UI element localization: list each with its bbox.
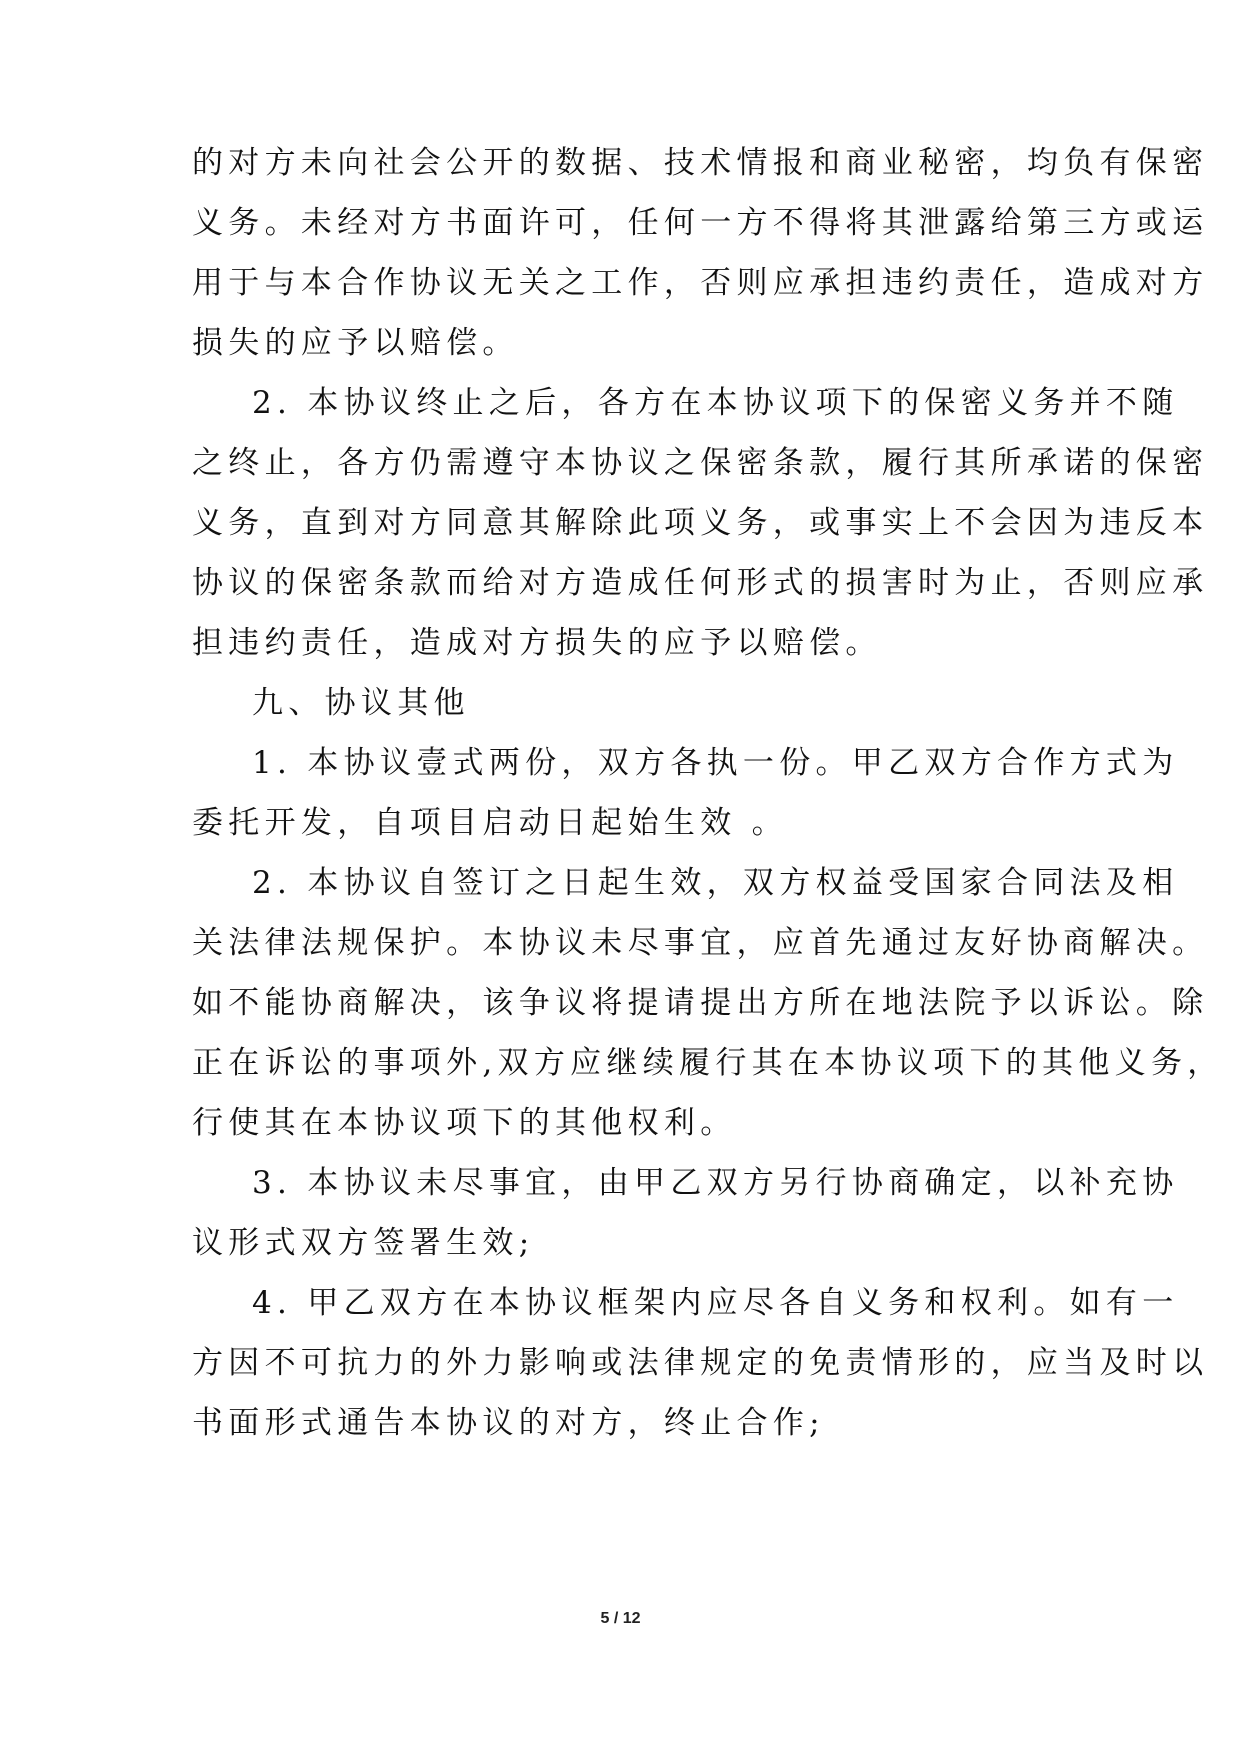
text-line: 关法律法规保护。本协议未尽事宜，应首先通过友好协商解决。 xyxy=(192,925,1209,961)
text-line: 方因不可抗力的外力影响或法律规定的免责情形的，应当及时以 xyxy=(192,1345,1209,1381)
text-line: 协议的保密条款而给对方造成任何形式的损害时为止，否则应承 xyxy=(192,565,1209,601)
text-line: 4. 甲乙双方在本协议框架内应尽各自义务和权利。如有一 xyxy=(252,1285,1179,1321)
text-line: 之终止，各方仍需遵守本协议之保密条款，履行其所承诺的保密 xyxy=(192,445,1209,481)
text-line: 2. 本协议终止之后，各方在本协议项下的保密义务并不随 xyxy=(252,385,1179,421)
text-line: 义务。未经对方书面许可，任何一方不得将其泄露给第三方或运 xyxy=(192,205,1209,241)
text-line: 如不能协商解决，该争议将提请提出方所在地法院予以诉讼。除 xyxy=(192,985,1209,1021)
text-line: 用于与本合作协议无关之工作，否则应承担违约责任，造成对方 xyxy=(192,265,1209,301)
section-heading: 九、协议其他 xyxy=(252,685,470,721)
text-line: 议形式双方签署生效; xyxy=(192,1225,535,1261)
text-line: 损失的应予以赔偿。 xyxy=(192,325,519,361)
text-line: 书面形式通告本协议的对方，终止合作; xyxy=(192,1405,825,1441)
text-line: 行使其在本协议项下的其他权利。 xyxy=(192,1105,737,1141)
text-line: 委托开发，自项目启动日起始生效 。 xyxy=(192,805,788,841)
page-number: 5 / 12 xyxy=(600,1610,641,1627)
text-line: 1. 本协议壹式两份，双方各执一份。甲乙双方合作方式为 xyxy=(252,745,1179,781)
text-line: 担违约责任，造成对方损失的应予以赔偿。 xyxy=(192,625,882,661)
text-line: 3. 本协议未尽事宜，由甲乙双方另行协商确定，以补充协 xyxy=(252,1165,1179,1201)
text-line: 义务，直到对方同意其解除此项义务，或事实上不会因为违反本 xyxy=(192,505,1209,541)
text-line: 2. 本协议自签订之日起生效，双方权益受国家合同法及相 xyxy=(252,865,1179,901)
text-line: 正在诉讼的事项外,双方应继续履行其在本协议项下的其他义务， xyxy=(192,1045,1224,1081)
text-line: 的对方未向社会公开的数据、技术情报和商业秘密，均负有保密 xyxy=(192,145,1209,181)
